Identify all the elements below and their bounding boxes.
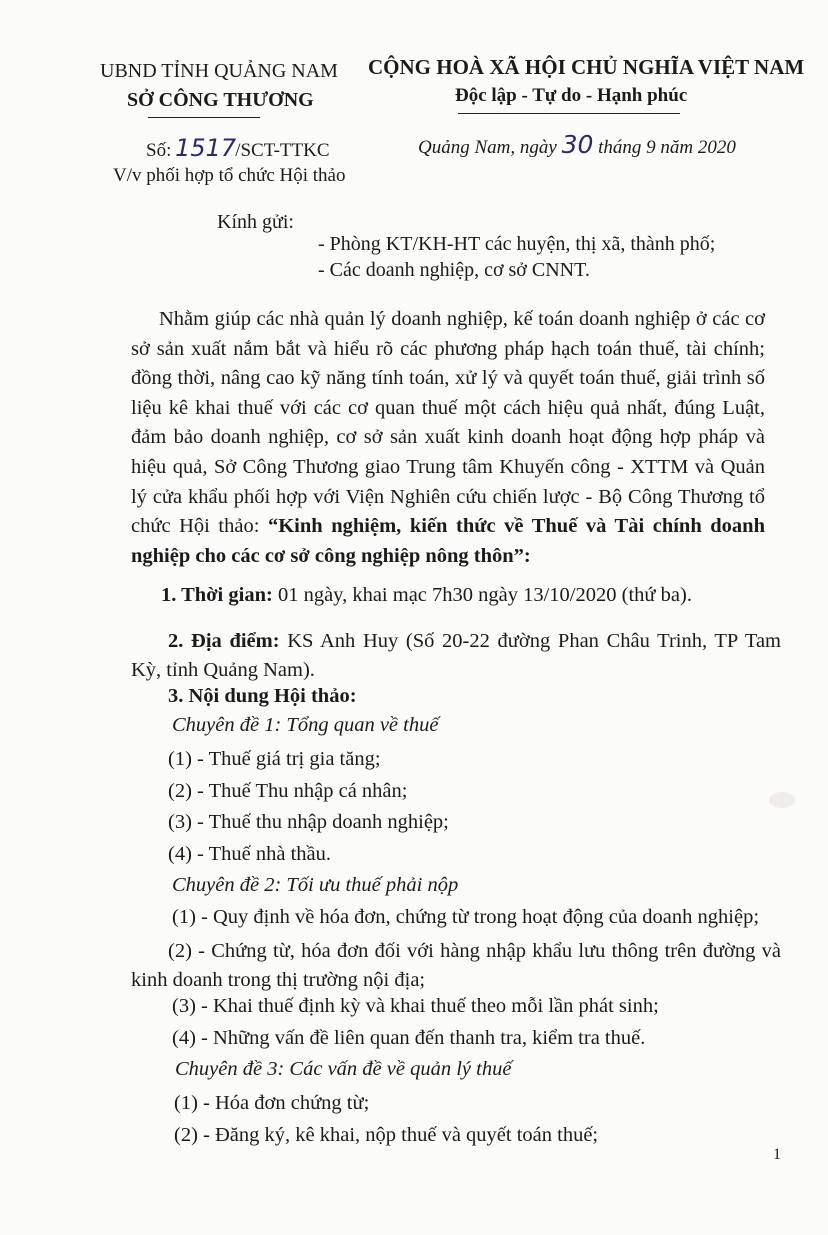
topic-title: Chuyên đề 3: Các vấn đề về quản lý thuế [175, 1058, 512, 1080]
topic-item: (1) - Hóa đơn chứng từ; [174, 1092, 370, 1114]
org-parent: UBND TỈNH QUẢNG NAM [100, 60, 338, 82]
intro-text: Nhằm giúp các nhà quản lý doanh nghiệp, kế toán doanh nghiệp ở các cơ sở sản xuất nắm bắt và hiểu rõ các phương pháp hạch toán thuế, tài chính; đồng thời, nâng cao kỹ năng tính toán, xử lý và quyết toán thuế, giải trình số liệu kê khai thuế với các cơ quan thuế một cách hiệu quả nhất, đúng Luật, đảm bảo doanh nghiệp, cơ sở sản xuất kinh doanh hoạt động hợp pháp và hiệu quả, Sở Công Thương giao Trung tâm Khuyến công - XTTM và Quản lý cửa khẩu phối hợp với Viện Nghiên cứu chiến lược - Bộ Công Thương tổ chức Hội thảo: [131, 308, 765, 538]
topic-item: (3) - Thuế thu nhập doanh nghiệp; [168, 811, 449, 833]
body-paragraph [131, 305, 765, 571]
place-label: 2. Địa điểm: [168, 630, 280, 652]
doc-no-handwritten: 1517 [175, 134, 237, 162]
topic-title: Chuyên đề 2: Tối ưu thuế phải nộp [172, 874, 459, 896]
page-number: 1 [773, 1146, 781, 1163]
doc-no-prefix: Số: [146, 140, 172, 161]
time-section [161, 584, 692, 607]
org-underline [148, 117, 260, 118]
doc-no-suffix: /SCT-TTKC [235, 140, 330, 161]
topic-item: (2) - Thuế Thu nhập cá nhân; [168, 780, 408, 802]
place-section [131, 627, 781, 685]
workshop-title: “Kinh nghiệm, kiến thức về Thuế và Tài chính doanh nghiệp cho các cơ sở công nghiệp nông thôn”: [131, 515, 765, 567]
national-motto: Độc lập - Tự do - Hạnh phúc [455, 85, 688, 106]
topic-item: (3) - Khai thuế định kỳ và khai thuế theo mỗi lần phát sinh; [172, 995, 659, 1017]
greeting: Kính gửi: [217, 211, 294, 233]
place-value: KS Anh Huy (Số 20-22 đường Phan Châu Trinh, TP Tam Kỳ, tỉnh Quảng Nam). [131, 630, 781, 681]
document-number [146, 134, 330, 162]
topic-item: (2) - Chứng từ, hóa đơn đối với hàng nhập khẩu lưu thông trên đường và kinh doanh trong thị trường nội địa; [131, 940, 781, 991]
date-line [418, 130, 736, 159]
national-title: CỘNG HOÀ XÃ HỘI CHỦ NGHĨA VIỆT NAM [368, 55, 805, 79]
topic-item: (2) - Đăng ký, kê khai, nộp thuế và quyết toán thuế; [174, 1124, 599, 1146]
time-label: 1. Thời gian: [161, 584, 273, 606]
subject-line: V/v phối hợp tổ chức Hội thảo [113, 165, 346, 186]
time-value: 01 ngày, khai mạc 7h30 ngày 13/10/2020 (thứ ba). [277, 584, 692, 606]
topic-item: (1) - Quy định về hóa đơn, chứng từ trong hoạt động của doanh nghiệp; [172, 906, 760, 928]
scan-mark [769, 792, 795, 808]
topic-item: (4) - Thuế nhà thầu. [168, 843, 331, 865]
date-prefix: Quảng Nam, ngày [418, 137, 557, 158]
topic-title: Chuyên đề 1: Tổng quan về thuế [172, 714, 439, 736]
date-day-handwritten: 30 [561, 130, 594, 159]
content-heading: 3. Nội dung Hội thảo: [168, 685, 357, 707]
recipient-line: - Các doanh nghiệp, cơ sở CNNT. [318, 259, 590, 281]
topic-item: (4) - Những vấn đề liên quan đến thanh tra, kiểm tra thuế. [172, 1027, 646, 1049]
recipient-line: - Phòng KT/KH-HT các huyện, thị xã, thành phố; [318, 233, 716, 255]
topic-item: (1) - Thuế giá trị gia tăng; [168, 748, 381, 770]
date-suffix: tháng 9 năm 2020 [598, 137, 736, 158]
org-name: SỞ CÔNG THƯƠNG [127, 89, 314, 111]
motto-underline [458, 113, 680, 114]
